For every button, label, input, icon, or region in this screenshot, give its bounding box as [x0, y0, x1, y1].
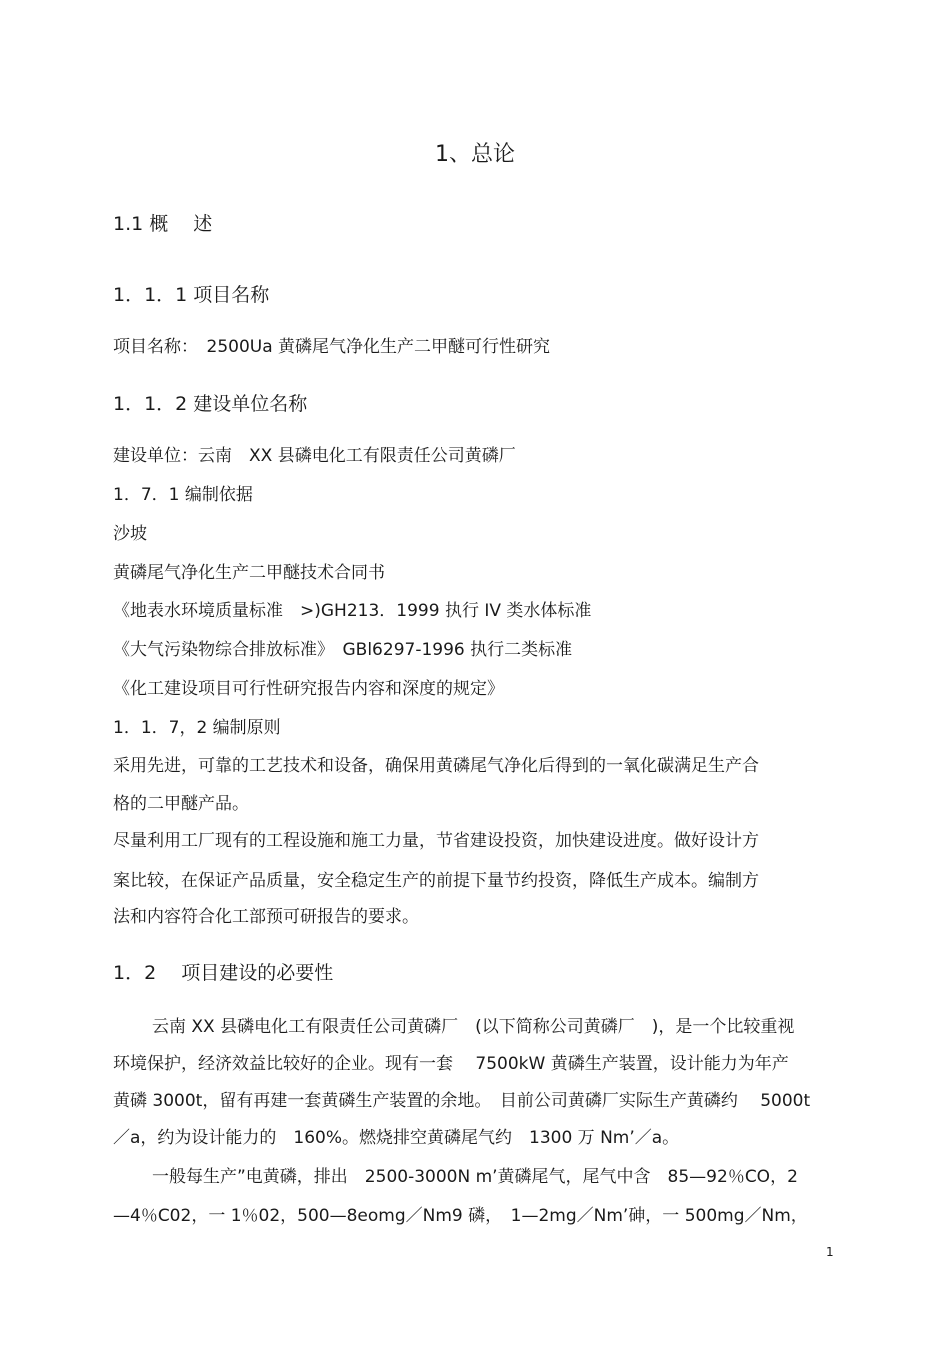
- principles-heading: 1．1．7，2 编制原则: [113, 718, 281, 738]
- basis-item: 《地表水环境质量标准 >)GH213．1999 执行 IV 类水体标准: [113, 601, 592, 621]
- basis-heading: 1．7．1 编制依据: [113, 485, 253, 505]
- construction-unit-line: 建设单位：云南 XX 县磷电化工有限责任公司黄磷厂: [113, 446, 516, 466]
- basis-item: 《化工建设项目可行性研究报告内容和深度的规定》: [113, 679, 504, 699]
- basis-item: 黄磷尾气净化生产二甲醚技术合同书: [113, 563, 385, 583]
- subsection-heading-1-1-2: 1．1．2 建设单位名称: [113, 393, 308, 415]
- page-title: 1、总论: [435, 142, 515, 167]
- page-number: 1: [826, 1245, 834, 1259]
- project-name-line: 项目名称： 2500Ua 黄磷尾气净化生产二甲醚可行性研究: [113, 337, 551, 357]
- section-heading-1-2: 1．2 项目建设的必要性: [113, 962, 334, 984]
- paragraph-line: 采用先进，可靠的工艺技术和设备，确保用黄磷尾气净化后得到的一氧化碳满足生产合: [113, 756, 759, 776]
- paragraph-line: 尽量利用工厂现有的工程设施和施工力量，节省建设投资，加快建设进度。做好设计方: [113, 831, 759, 851]
- paragraph-line: 环境保护，经济效益比较好的企业。现有一套 7500kW 黄磷生产装置，设计能力为年产: [113, 1054, 789, 1074]
- basis-item: 《大气污染物综合排放标准》 GBl6297-1996 执行二类标准: [113, 640, 573, 660]
- subsection-heading-1-1-1: 1．1．1 项目名称: [113, 284, 270, 306]
- section-heading-1-1: 1.1 概 述: [113, 213, 213, 235]
- basis-item: 沙坡: [113, 524, 147, 544]
- paragraph-line: —4％C02，一 1％02，500—8eomg／Nm9 磷， 1—2mg／Nm’砷，一 500mg／Nm，: [113, 1206, 808, 1226]
- paragraph-line: 案比较，在保证产品质量，安全稳定生产的前提下量节约投资，降低生产成本。编制方: [113, 871, 759, 891]
- paragraph-line: 格的二甲醚产品。: [113, 794, 249, 814]
- paragraph-line: 云南 XX 县磷电化工有限责任公司黄磷厂 (以下简称公司黄磷厂 )，是一个比较重视: [152, 1017, 795, 1037]
- paragraph-line: 法和内容符合化工部预可研报告的要求。: [113, 907, 419, 927]
- paragraph-line: 一般每生产”电黄磷，排出 2500-3000N m’黄磷尾气，尾气中含 85—92％CO，2: [152, 1167, 798, 1187]
- paragraph-line: ／a，约为设计能力的 160%。燃烧排空黄磷尾气约 1300 万 Nm’／a。: [113, 1128, 680, 1148]
- paragraph-line: 黄磷 3000t，留有再建一套黄磷生产装置的余地。 目前公司黄磷厂实际生产黄磷约 5000t: [113, 1091, 811, 1111]
